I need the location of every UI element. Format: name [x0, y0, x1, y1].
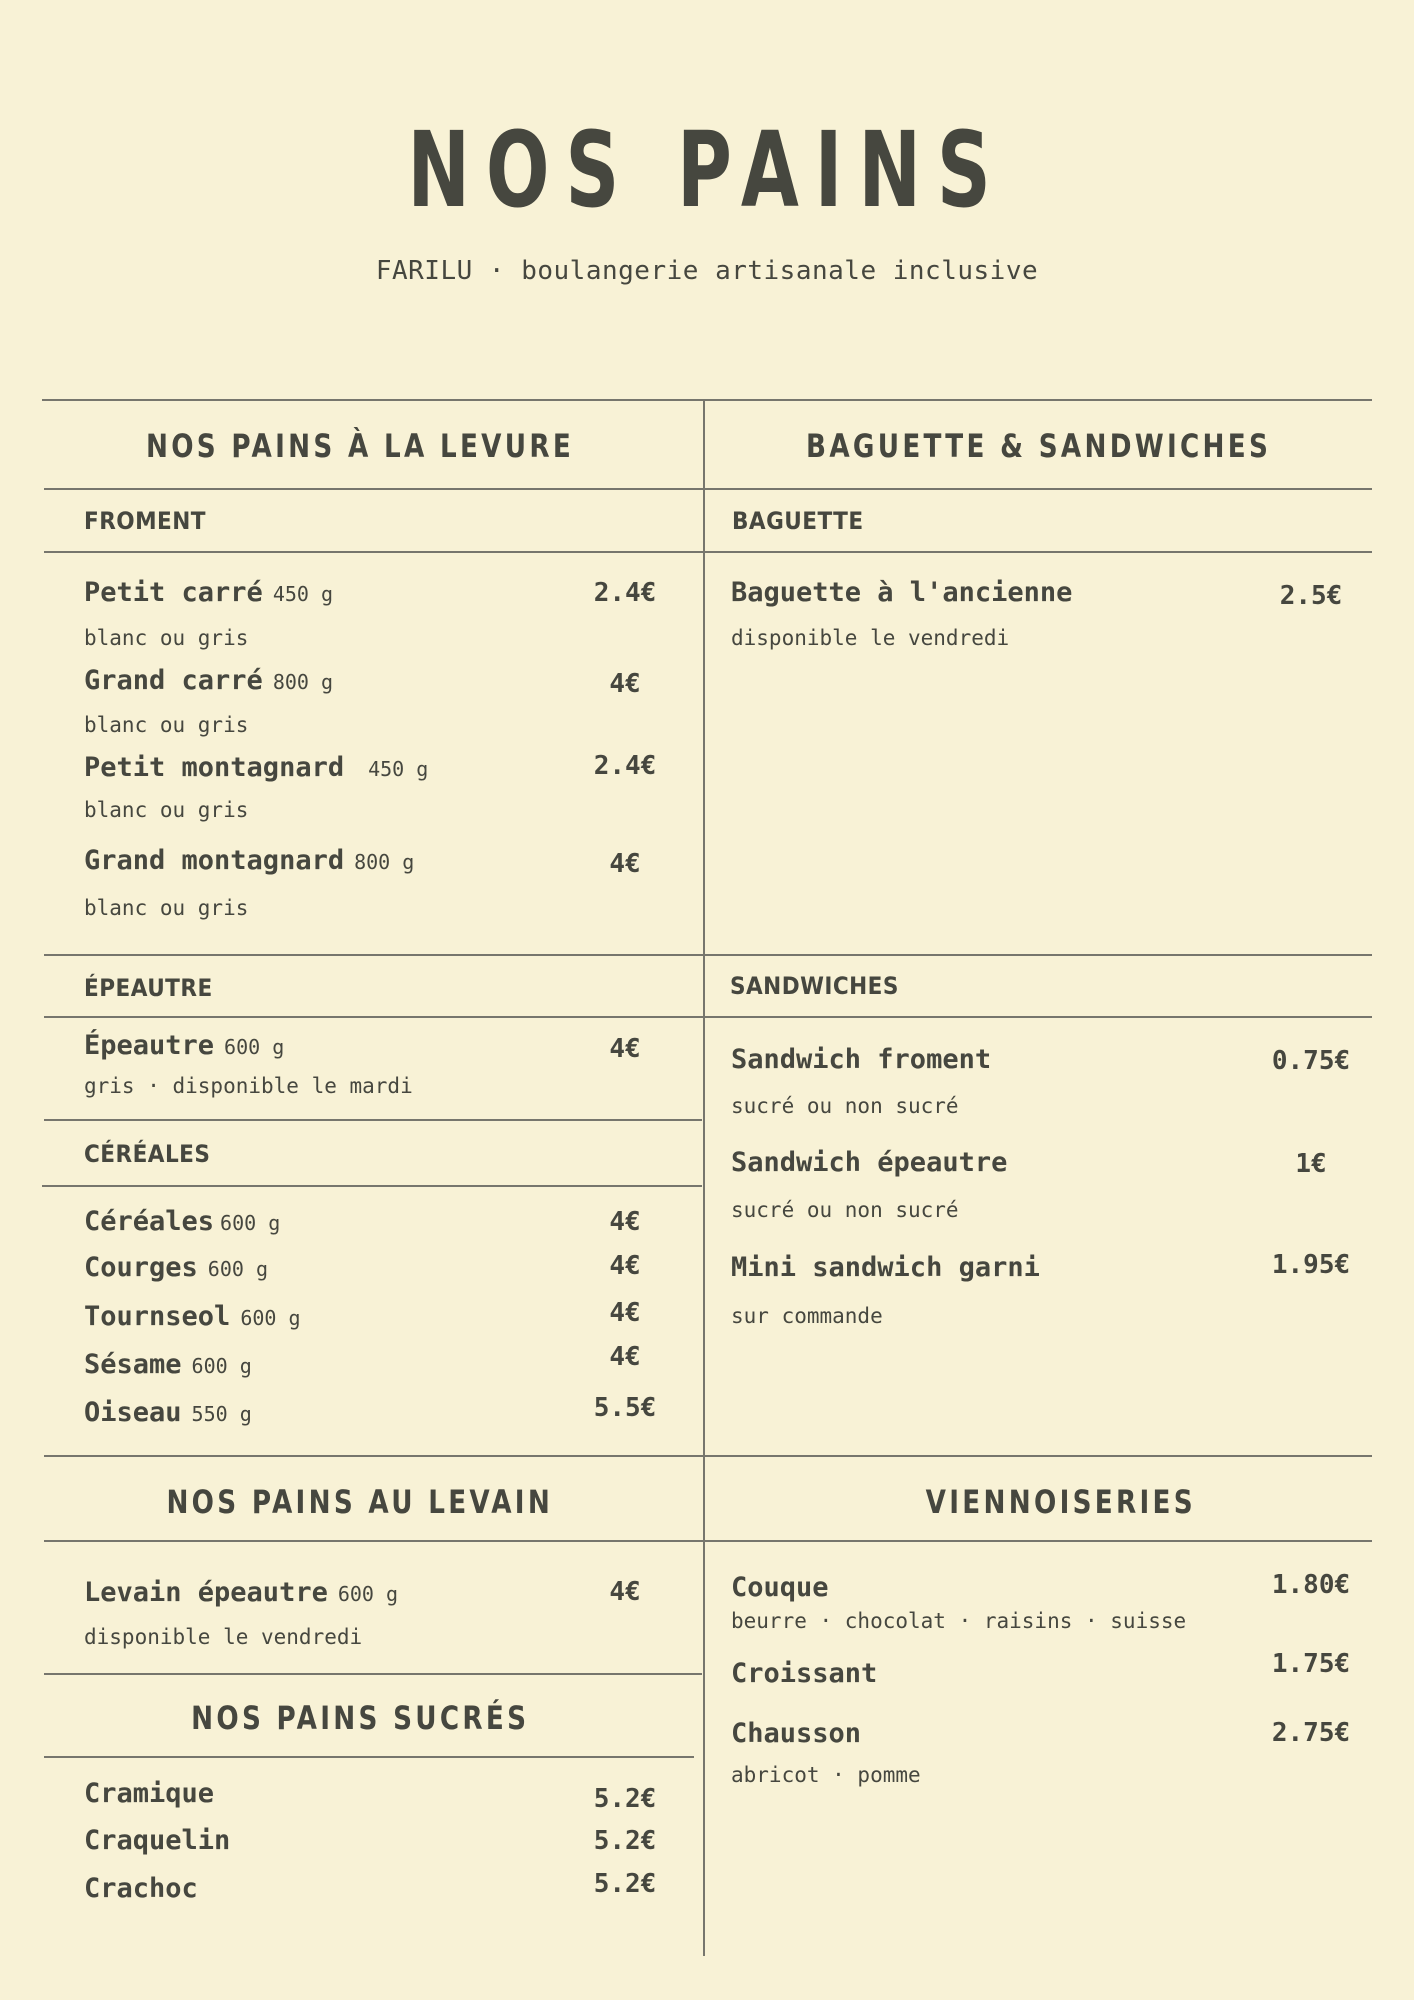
- page-subtitle: FARILU · boulangerie artisanale inclusive: [375, 256, 1039, 286]
- item-name: Chausson: [731, 1718, 862, 1749]
- menu-item: [84, 1205, 280, 1240]
- divider: [44, 1455, 1372, 1457]
- item-name: Céréales: [84, 1206, 215, 1237]
- item-price: 4€: [609, 1251, 641, 1281]
- item-price: 1€: [1295, 1149, 1327, 1179]
- item-name: Épeautre: [84, 1030, 215, 1061]
- menu-item: [84, 1348, 252, 1383]
- item-price: 4€: [609, 1342, 641, 1372]
- item-name: Sandwich épeautre: [731, 1147, 1008, 1178]
- item-price: 4€: [609, 1207, 641, 1237]
- item-weight: 450 g: [368, 757, 429, 781]
- item-name: Craquelin: [84, 1825, 231, 1856]
- item-name: Tournseol: [84, 1301, 231, 1332]
- divider: [44, 488, 1372, 490]
- divider: [44, 1016, 1372, 1018]
- item-description: sucré ou non sucré: [731, 1198, 959, 1222]
- subsection-sandwiches: SANDWICHES: [730, 972, 899, 1000]
- item-weight: 600 g: [191, 1354, 252, 1378]
- divider: [44, 1540, 1372, 1542]
- divider: [44, 1119, 702, 1121]
- item-description: blanc ou gris: [84, 713, 249, 737]
- item-name: Croissant: [731, 1658, 878, 1689]
- item-price: 5.2€: [593, 1784, 657, 1814]
- item-name: Crachoc: [84, 1873, 198, 1904]
- item-name: Cramique: [84, 1778, 215, 1809]
- menu-item: [84, 664, 333, 699]
- page-title: NOS PAINS: [407, 109, 1007, 231]
- item-name: Mini sandwich garni: [731, 1252, 1040, 1283]
- item-description: disponible le vendredi: [84, 1625, 363, 1649]
- item-price: 1.75€: [1271, 1649, 1351, 1679]
- item-description: abricot · pomme: [731, 1763, 921, 1787]
- item-price: 5.2€: [593, 1826, 657, 1856]
- menu-item: [731, 1146, 1007, 1180]
- section-title-baguette-sandwiches: BAGUETTE & SANDWICHES: [806, 427, 1272, 465]
- item-description: blanc ou gris: [84, 896, 249, 920]
- item-weight: 450 g: [272, 582, 334, 606]
- item-price: 2.5€: [1279, 581, 1343, 611]
- item-price: 0.75€: [1271, 1046, 1351, 1076]
- item-weight: 600 g: [224, 1035, 285, 1059]
- item-name: Grand carré: [84, 665, 263, 696]
- item-price: 4€: [609, 1577, 641, 1607]
- item-description: blanc ou gris: [84, 798, 249, 822]
- menu-item: [731, 1657, 877, 1691]
- menu-item: [84, 1396, 252, 1431]
- item-weight: 800 g: [272, 670, 334, 694]
- item-weight: 600 g: [337, 1582, 399, 1606]
- item-description: disponible le vendredi: [731, 626, 1010, 650]
- divider-vertical: [703, 400, 705, 1956]
- divider-top: [42, 399, 1372, 401]
- item-name: Couque: [731, 1572, 829, 1603]
- menu-item: [731, 1571, 829, 1605]
- item-name: Sandwich froment: [731, 1044, 992, 1075]
- menu-item: [731, 1251, 1040, 1285]
- menu-item: [84, 576, 333, 611]
- menu-item: [84, 1251, 268, 1286]
- item-description: blanc ou gris: [84, 626, 249, 650]
- menu-item: [731, 1717, 861, 1751]
- item-weight: 550 g: [191, 1402, 252, 1426]
- divider: [44, 1673, 702, 1675]
- section-title-levure: NOS PAINS À LA LEVURE: [145, 427, 575, 465]
- menu-item: [84, 1777, 214, 1811]
- item-description: gris · disponible le mardi: [84, 1074, 413, 1098]
- item-name: Sésame: [84, 1349, 182, 1380]
- item-description: beurre · chocolat · raisins · suisse: [731, 1609, 1187, 1633]
- menu-item: [84, 1029, 284, 1064]
- menu-item: [84, 1824, 230, 1858]
- item-weight: 600 g: [240, 1306, 301, 1330]
- item-weight: 600 g: [220, 1211, 281, 1235]
- item-description: sucré ou non sucré: [731, 1094, 959, 1118]
- item-name: Courges: [84, 1252, 198, 1283]
- item-name: Petit montagnard: [84, 752, 345, 783]
- item-weight: 800 g: [354, 850, 415, 874]
- menu-item: [731, 1043, 991, 1077]
- item-price: 5.5€: [593, 1393, 657, 1423]
- menu-item: [731, 576, 1072, 610]
- item-name: Grand montagnard: [84, 845, 345, 876]
- menu-item: [84, 1300, 301, 1335]
- subsection-baguette: BAGUETTE: [732, 507, 864, 535]
- item-name: Oiseau: [84, 1397, 182, 1428]
- item-description: sur commande: [731, 1304, 883, 1328]
- item-price: 1.95€: [1271, 1250, 1351, 1280]
- divider: [44, 954, 1372, 956]
- item-price: 4€: [609, 1298, 641, 1328]
- item-name: Levain épeautre: [84, 1577, 328, 1608]
- item-price: 4€: [609, 669, 641, 699]
- divider: [44, 551, 1372, 553]
- item-price: 5.2€: [593, 1869, 657, 1899]
- subsection-epeautre: ÉPEAUTRE: [84, 974, 213, 1002]
- item-name: Petit carré: [84, 577, 263, 608]
- divider: [42, 1185, 702, 1187]
- menu-item: [84, 1872, 198, 1906]
- item-name: Baguette à l'ancienne: [731, 577, 1073, 608]
- item-price: 2.4€: [593, 751, 657, 781]
- section-title-sucres: NOS PAINS SUCRÉS: [190, 1699, 530, 1737]
- section-title-levain: NOS PAINS AU LEVAIN: [166, 1483, 554, 1521]
- item-weight: 600 g: [207, 1257, 269, 1281]
- subsection-froment: FROMENT: [84, 507, 206, 535]
- menu-item: [84, 751, 428, 786]
- item-price: 1.80€: [1271, 1570, 1351, 1600]
- item-price: 2.4€: [593, 578, 657, 608]
- section-title-viennoiseries: VIENNOISERIES: [925, 1483, 1197, 1521]
- subsection-cereales: CÉRÉALES: [84, 1140, 211, 1168]
- divider: [44, 1756, 694, 1758]
- menu-item: [84, 844, 414, 879]
- menu-item: [84, 1576, 398, 1611]
- item-price: 2.75€: [1271, 1718, 1351, 1748]
- item-price: 4€: [609, 1034, 641, 1064]
- item-price: 4€: [609, 849, 641, 879]
